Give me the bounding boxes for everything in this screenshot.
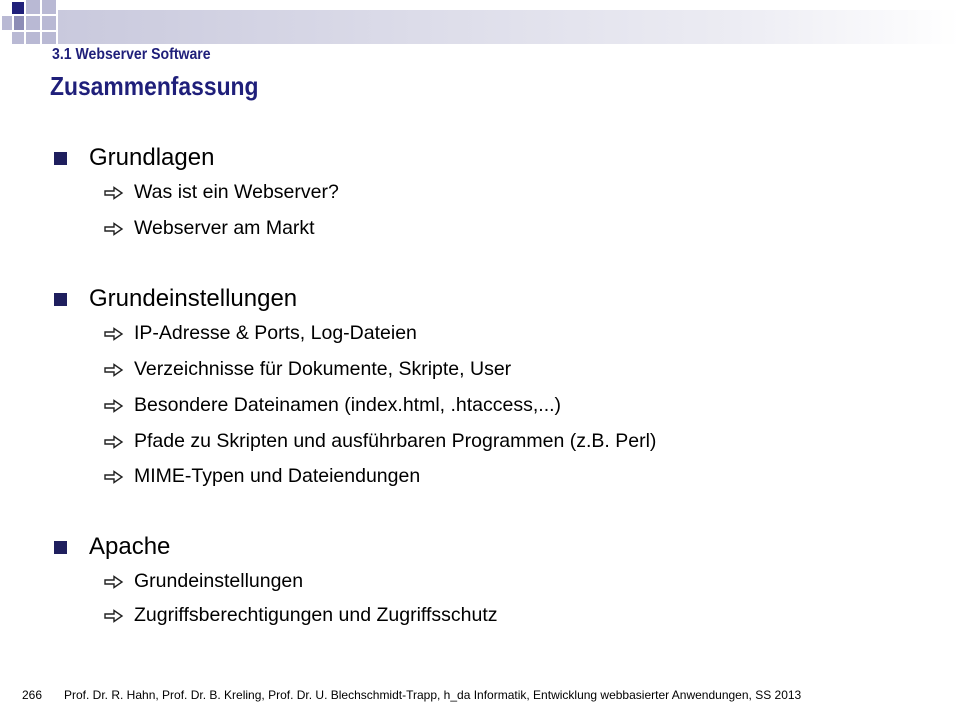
page-number: 266: [22, 688, 43, 702]
outline-item-grundlagen: [54, 144, 214, 172]
square-bullet-icon: [54, 152, 67, 165]
arrow-right-icon: [104, 399, 124, 413]
section-label: 3.1 Webserver Software: [52, 46, 211, 63]
sub-item-label: Was ist ein Webserver?: [134, 181, 339, 203]
outline-item-apache: [54, 533, 170, 561]
sub-item: [104, 604, 498, 627]
outline-item-label: Grundlagen: [89, 144, 215, 171]
arrow-right-icon: [104, 575, 124, 589]
sub-item: [104, 358, 511, 381]
sub-item-label: Webserver am Markt: [134, 217, 315, 239]
arrow-right-icon: [104, 222, 124, 236]
sub-item: [104, 394, 561, 417]
sub-item-label: IP-Adresse & Ports, Log-Dateien: [134, 322, 417, 344]
sub-item: [104, 465, 420, 488]
slide-title: Zusammenfassung: [50, 71, 259, 101]
sub-item-label: MIME-Typen und Dateiendungen: [134, 465, 421, 487]
square-bullet-icon: [54, 293, 67, 306]
arrow-right-icon: [104, 363, 124, 377]
outline-item-grundeinstellungen: [54, 285, 297, 313]
sub-item: [104, 322, 417, 345]
footer-credits: Prof. Dr. R. Hahn, Prof. Dr. B. Kreling, Prof. Dr. U. Blechschmidt-Trapp, h_da Informatik, Entwicklung webbasierter Anwendungen, SS 2013: [64, 688, 802, 702]
arrow-right-icon: [104, 186, 124, 200]
arrow-right-icon: [104, 470, 124, 484]
sub-item-label: Pfade zu Skripten und ausführbaren Programmen (z.B. Perl): [134, 430, 657, 452]
square-bullet-icon: [54, 541, 67, 554]
sub-item-label: Verzeichnisse für Dokumente, Skripte, User: [134, 358, 512, 380]
sub-item-label: Besondere Dateinamen (index.html, .htaccess,...): [134, 394, 562, 416]
arrow-right-icon: [104, 327, 124, 341]
sub-item: [104, 217, 315, 240]
sub-item-label: Zugriffsberechtigungen und Zugriffsschutz: [134, 604, 498, 626]
arrow-right-icon: [104, 609, 124, 623]
arrow-right-icon: [104, 435, 124, 449]
outline-item-label: Grundeinstellungen: [89, 285, 298, 312]
sub-item: [104, 570, 303, 593]
sub-item: [104, 430, 656, 453]
sub-item: [104, 181, 339, 204]
outline-item-label: Apache: [89, 533, 171, 560]
sub-item-label: Grundeinstellungen: [134, 570, 304, 592]
